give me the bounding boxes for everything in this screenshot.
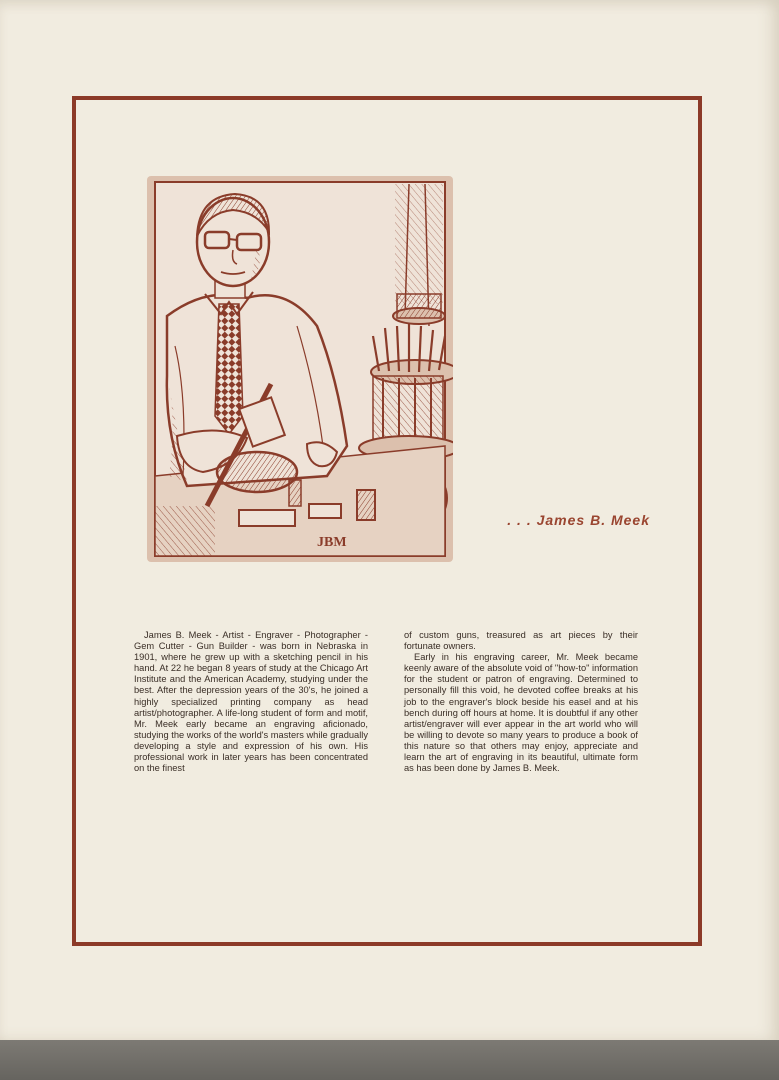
- jbm-monogram-text: JBM: [317, 535, 347, 550]
- bio-paragraph: Early in his engraving career, Mr. Meek became keenly aware of the absolute void of "how-to" information for the student or patron of engraving. Determined to personally fill this void, he devoted coffee breaks at his job to the engraver's block beside his easel and at his bench during off hours at home. It is doubtful if any other artist/engraver will ever appear in the art world who will be willing to devote so many years to produce a book of this nature so that others may enjoy, appreciate and learn the art of engraving in its beautiful, ultimate form as has been done by James B. Meek.: [404, 652, 638, 774]
- portrait-caption: . . . James B. Meek: [507, 512, 650, 528]
- bio-paragraph: of custom guns, treasured as art pieces by their fortunate owners.: [404, 630, 638, 652]
- bio-column-right: [404, 630, 638, 774]
- engraver-at-bench-drawing: [147, 176, 453, 562]
- portrait-illustration: [147, 176, 453, 562]
- scan-background-strip: [0, 1040, 779, 1080]
- bio-paragraph: James B. Meek - Artist - Engraver - Photographer - Gem Cutter - Gun Builder - was born in Nebraska in 1901, where he grew up with a sketching pencil in his hand. At 22 he began 8 years of study at the Chicago Art Institute and the American Academy, studying under the best. After the depression years of the 30's, he joined a highly specialized printing company as head artist/photographer. A life-long student of form and motif, Mr. Meek early became an engraving aficionado, studying the works of the world's masters while gradually developing a style and expression of his own. His professional work in later years has been concentrated on the finest: [134, 630, 368, 774]
- bio-column-left: [134, 630, 368, 774]
